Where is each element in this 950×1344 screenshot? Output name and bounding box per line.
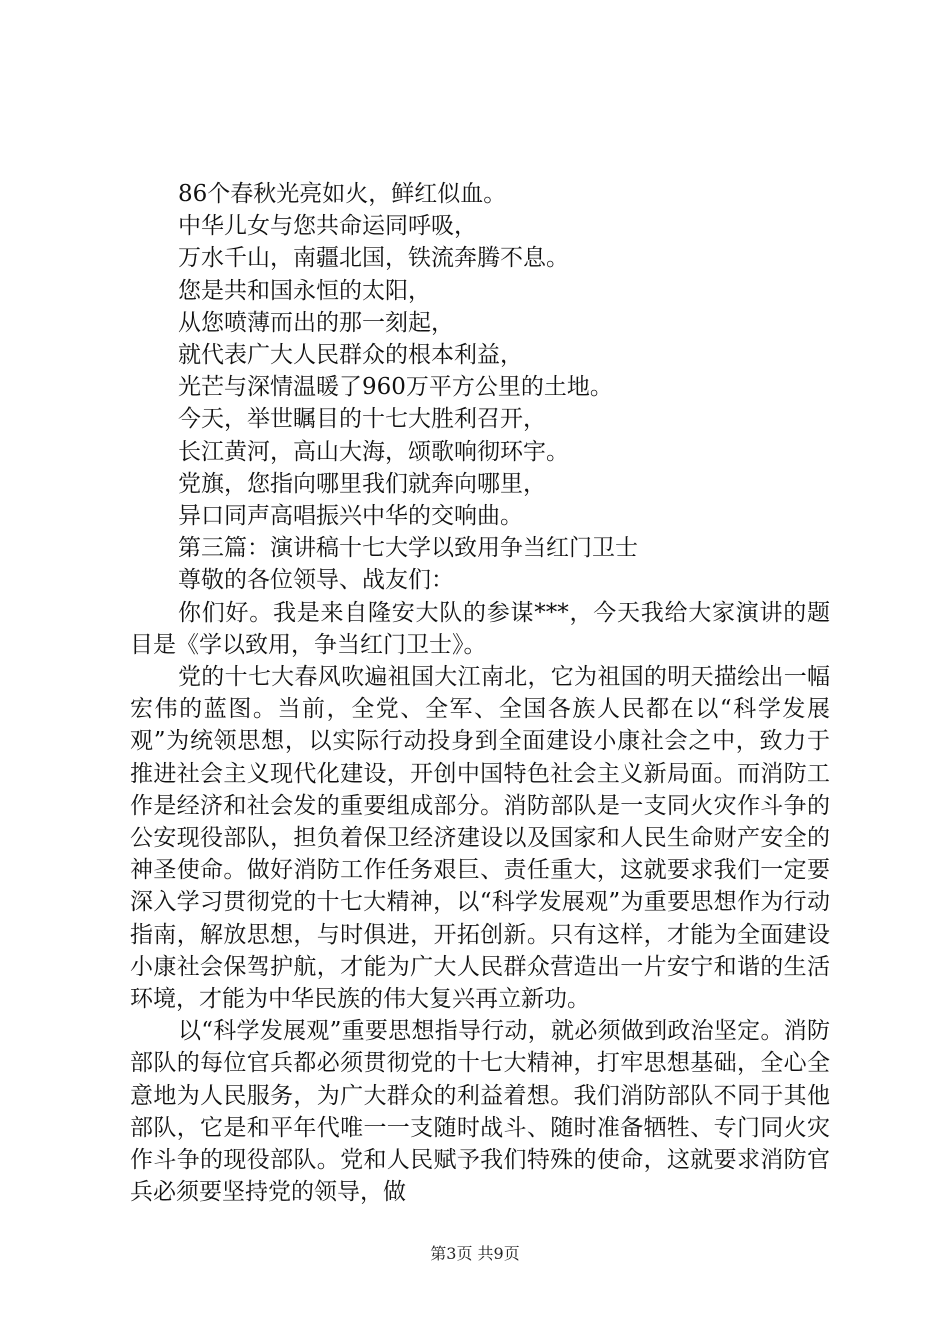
poem-line: 中华儿女与您共命运同呼吸，	[178, 213, 477, 240]
body-paragraph: 你们好。我是来自隆安大队的参谋***，今天我给大家演讲的题目是《学以致用，争当红门卫士》。	[130, 599, 830, 658]
document-body	[130, 178, 830, 1209]
poem-line: 从您喷薄而出的那一刻起，	[178, 309, 454, 336]
poem-line: 就代表广大人民群众的根本利益，	[178, 342, 523, 369]
poem-line: 异口同声高唱振兴中华的交响曲。	[178, 503, 523, 530]
poem-line: 今天，举世瞩目的十七大胜利召开，	[178, 406, 546, 433]
body-paragraph: 党的十七大春风吹遍祖国大江南北，它为祖国的明天描绘出一幅宏伟的蓝图。当前，全党、全军、全国各族人民都在以“科学发展观”为统领思想，以实际行动投身到全面建设小康社会之中，致力于推进社会主义现代化建设，开创中国特色社会主义新局面。而消防工作是经济和社会发的重要组成部分。消防部队是一支同火灾作斗争的公安现役部队，担负着保卫经济建设以及国家和人民生命财产安全的神圣使命。做好消防工作任务艰巨、责任重大，这就要求我们一定要深入学习贯彻党的十七大精神，以“科学发展观”为重要思想作为行动指南，解放思想，与时俱进，开拓创新。只有这样，才能为全面建设小康社会保驾护航，才能为广大人民群众营造出一片安宁和谐的生活环境，才能为中华民族的伟大复兴再立新功。	[130, 664, 830, 1013]
poem-line: 万水千山，南疆北国，铁流奔腾不息。	[178, 245, 569, 272]
salutation: 尊敬的各位领导、战友们：	[178, 567, 454, 594]
body-paragraph: 以“科学发展观”重要思想指导行动，就必须做到政治坚定。消防部队的每位官兵都必须贯彻党的十七大精神，打牢思想基础，全心全意地为人民服务，为广大群众的利益着想。我们消防部队不同于其他部队，它是和平年代唯一一支随时战斗、随时准备牺牲、专门同火灾作斗争的现役部队。党和人民赋予我们特殊的使命，这就要求消防官兵必须要坚持党的领导，做	[130, 1018, 830, 1206]
poem-line: 光芒与深情温暖了960万平方公里的土地。	[178, 374, 613, 401]
poem-line: 党旗，您指向哪里我们就奔向哪里，	[178, 470, 546, 497]
poem-line: 86个春秋光亮如火，鲜红似血。	[178, 181, 507, 207]
section-title: 第三篇：演讲稿十七大学以致用争当红门卫士	[178, 535, 638, 562]
poem-line: 长江黄河，高山大海，颂歌响彻环宇。	[178, 438, 569, 465]
poem-line: 您是共和国永恒的太阳，	[178, 277, 431, 304]
page-footer: 第3页 共9页	[430, 1244, 520, 1263]
